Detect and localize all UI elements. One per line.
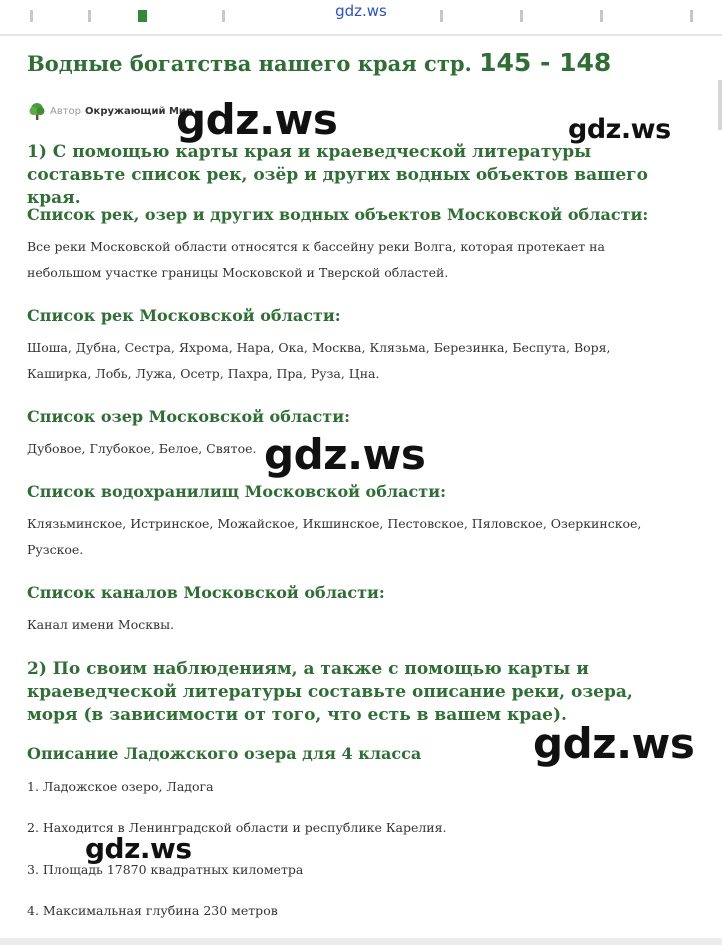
paragraph-volga: Все реки Московской области относятся к бассейну реки Волга, которая протекает на небольшом участке границы Московской и Тверской областей.: [27, 239, 605, 280]
page-title: [27, 48, 611, 77]
heading-ladoga: Описание Ладожского озера для 4 класса: [27, 744, 422, 763]
list-item: 3. Площадь 17870 квадратных километра: [27, 862, 304, 877]
watermark: gdz.ws: [533, 719, 695, 768]
page-range: 145 - 148: [479, 48, 612, 77]
heading-canals: Список каналов Московской области:: [27, 583, 385, 602]
watermark: gdz.ws: [176, 95, 338, 144]
paragraph-reservoirs: Клязьминское, Истринское, Можайское, Икшинское, Пестовское, Пяловское, Озеркинское, Рузское.: [27, 516, 642, 557]
paragraph-canals: Канал имени Москвы.: [27, 617, 175, 632]
scrollbar[interactable]: [718, 80, 722, 130]
subject-link[interactable]: Окружающий Мир: [85, 105, 194, 117]
author-line: [27, 100, 193, 122]
heading-reservoirs: Список водохранилищ Московской области:: [27, 482, 446, 501]
question-2: 2) По своим наблюдениям, а также с помощью карты и краеведческой литературы составьте описание реки, озера, моря (в зависимости от того, что есть в вашем крае).: [27, 659, 633, 725]
list-item: 1. Ладожское озеро, Ладога: [27, 779, 214, 794]
paragraph-lakes: Дубовое, Глубокое, Белое, Святое.: [27, 441, 257, 456]
watermark: gdz.ws: [264, 430, 426, 479]
watermark: gdz.ws: [568, 114, 671, 145]
tree-icon: [27, 101, 47, 121]
list-item: 4. Максимальная глубина 230 метров: [27, 903, 278, 918]
author-label: Автор: [50, 105, 82, 117]
heading-rivers: Список рек Московской области:: [27, 306, 341, 325]
heading-water-objects: Список рек, озер и других водных объектов Московской области:: [27, 205, 649, 224]
site-link[interactable]: gdz.ws: [335, 2, 387, 20]
watermark: gdz.ws: [85, 832, 192, 865]
question-1: 1) С помощью карты края и краеведческой литературы составьте список рек, озёр и других водных объектов вашего края.: [27, 142, 648, 208]
title-text: Водные богатства нашего края стр.: [27, 51, 472, 76]
list-item: 2. Находится в Ленинградской области и республике Карелия.: [27, 820, 447, 835]
heading-lakes: Список озер Московской области:: [27, 407, 350, 426]
paragraph-rivers: Шоша, Дубна, Сестра, Яхрома, Нара, Ока, Москва, Клязьма, Березинка, Беспута, Воря, Каширка, Лобь, Лужа, Осетр, Пахра, Пра, Руза, Цна.: [27, 340, 611, 381]
bottom-bar: [0, 938, 722, 945]
